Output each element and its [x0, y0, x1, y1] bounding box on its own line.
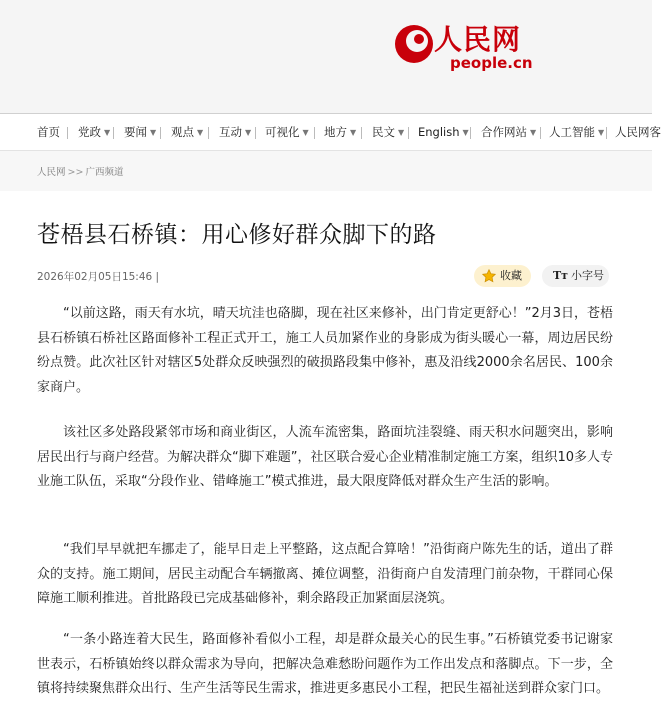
caret-down-icon: ▼ [530, 128, 537, 137]
caret-down-icon: ▼ [104, 128, 111, 137]
breadcrumb-separator: >> [67, 167, 84, 178]
article-paragraph: “一条小路连着大民生，路面修补看似小工程，却是群众最关心的民生事。”石桥镇党委书记谢家世表示，石桥镇始终以群众需求为导向，把解决急难愁盼问题作为工作出发点和落脚点。下一步，全镇将持续聚焦群众出行、生产生活等民生需求，推进更多惠民小工程，把民生福祉送到群众家门口。 [37, 632, 613, 696]
nav-item-interact[interactable]: 互动 ▼ [219, 114, 251, 151]
nav-item-english[interactable]: English ▼ [418, 114, 469, 151]
collect-button[interactable] [474, 265, 531, 287]
article-paragraph: “以前这路，雨天有水坑，晴天坑洼也硌脚，现在社区来修补，出门肯定更舒心！”2月3日，苍梧县石桥镇石桥社区路面修补工程正式开工，施工人员加紧作业的身影成为街头暖心一幕，周边居民纷纷点赞。此次社区针对辖区5处群众反映强烈的破损路段集中修补，惠及沿线2000余名居民、100余家商户。 [37, 306, 614, 395]
article-meta: 2026年02月05日15:46 | [37, 271, 160, 283]
nav-divider [314, 127, 315, 139]
caret-down-icon: ▼ [350, 128, 357, 137]
nav-divider [540, 127, 541, 139]
article-title: 苍梧县石桥镇：用心修好群众脚下的路 [37, 222, 437, 248]
nav-item-visual[interactable]: 可视化 ▼ [265, 114, 309, 151]
nav-divider [255, 127, 256, 139]
nav-divider [606, 127, 607, 139]
nav-divider [113, 127, 114, 139]
main-nav [0, 113, 661, 151]
caret-down-icon: ▼ [150, 128, 157, 137]
caret-down-icon: ▼ [462, 128, 469, 137]
nav-item-news[interactable]: 要闻 ▼ [124, 114, 156, 151]
breadcrumb-section-link[interactable]: 广西频道 [85, 167, 124, 178]
nav-divider [208, 127, 209, 139]
nav-divider [470, 127, 471, 139]
caret-down-icon: ▼ [245, 128, 252, 137]
nav-item-opinion[interactable]: 观点 ▼ [171, 114, 203, 151]
nav-item-client[interactable]: 人民网客 [615, 125, 661, 139]
logo-brand-text: 人民网 [434, 23, 522, 56]
font-size-icon: Tт [553, 269, 569, 282]
caret-down-icon: ▼ [598, 128, 605, 137]
caret-down-icon: ▼ [398, 128, 405, 137]
nav-divider [160, 127, 161, 139]
font-size-label: 小字号 [571, 269, 605, 282]
caret-down-icon: ▼ [197, 128, 204, 137]
site-header [0, 0, 652, 113]
nav-divider [361, 127, 362, 139]
caret-down-icon: ▼ [302, 128, 309, 137]
nav-item-ai[interactable]: 人工智能 ▼ [549, 114, 604, 151]
article-paragraph: 该社区多处路段紧邻市场和商业街区，人流车流密集，路面坑洼裂缝、雨天积水问题突出，影响居民出行与商户经营。为解决群众“脚下难题”，社区联合爱心企业精准制定施工方案，组织10多人专业施工队伍，采取“分段作业、错峰施工”模式推进，最大限度降低对群众生产生活的影响。 [37, 425, 614, 489]
nav-item-home[interactable]: 首页 [37, 125, 60, 139]
nav-divider [408, 127, 409, 139]
font-size-button[interactable] [542, 265, 609, 287]
nav-divider [67, 127, 68, 139]
site-logo[interactable] [392, 18, 542, 74]
nav-item-local[interactable]: 地方 ▼ [324, 114, 356, 151]
star-icon [481, 268, 497, 284]
article-paragraph: “我们早早就把车挪走了，能早日走上平整路，这点配合算啥！”沿街商户陈先生的话，道出了群众的支持。施工期间，居民主动配合车辆撤离、摊位调整，沿街商户自发清理门前杂物，干群同心保障施工顺利推进。首批路段已完成基础修补，剩余路段正加紧面层浇筑。 [37, 542, 613, 606]
breadcrumb-home-link[interactable]: 人民网 [37, 167, 66, 178]
nav-item-ethnic[interactable]: 民文 ▼ [372, 114, 404, 151]
collect-label: 收藏 [500, 269, 522, 282]
breadcrumb [37, 164, 123, 178]
people-logo-icon [392, 22, 436, 66]
logo-domain-text: people.cn [450, 54, 533, 72]
nav-item-party[interactable]: 党政 ▼ [78, 114, 110, 151]
nav-item-partners[interactable]: 合作网站 ▼ [481, 114, 536, 151]
